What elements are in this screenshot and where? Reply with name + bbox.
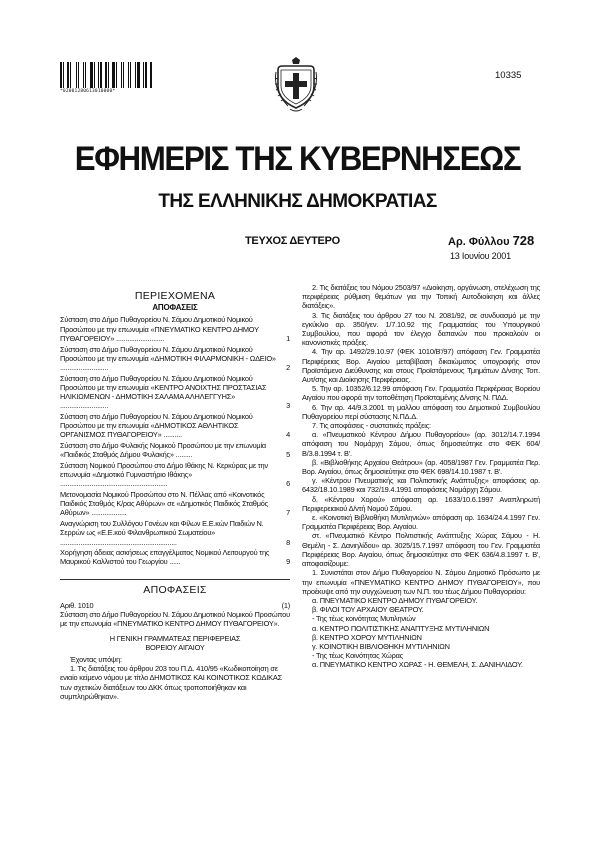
barcode-bar: [112, 62, 115, 88]
barcode-bar: [125, 62, 127, 88]
sheet-number: [448, 233, 534, 248]
barcode-number: *02001280613010000*: [60, 89, 116, 94]
barcode-bar: [105, 62, 107, 88]
paragraph-4: 4. Την αρ. 1492/29.10.97 (ΦΕΚ 1010/Β'/97) απόφαση Γεν. Γραμματέα Περιφέρειας Βορ. Αιγαίου μεταβίβαση δικαιώματος υπογραφής στον Προϊστάμενο Διεύθυνσης και στους Προϊστάμενους Τμημάτων Δ/νσης Τοπ. Αυτ/σης και Διοίκησης Περιφέρειας.: [302, 347, 540, 385]
barcode-bar: [135, 62, 136, 88]
paragraph-7f: στ. «Πνευματικό Κέντρο Πολιτιστικής Ανάπτυξης Χώρας Σάμου - Η. Θεμέλη - Σ. Δανιηλίδου» αρ. 3025/15.7.1997 απόφαση του Γεν. Γραμματέα Περιφέρειας Βορ. Αιγαίου, όπως δημοσιεύτηκε στο ΦΕΚ 636/4.8.1997 τ. Β', αποφασίζουμε:: [302, 531, 540, 569]
contents-item-page: 4: [286, 430, 290, 440]
contents-item: [60, 441, 290, 459]
barcode: [60, 62, 152, 94]
barcode-bar: [78, 62, 79, 88]
barcode-bar: [150, 62, 152, 88]
barcode-bar: [70, 62, 71, 88]
barcode-bar: [137, 62, 140, 88]
paragraph-2: 2. Τις διατάξεις του Νόμου 2503/97 «Διοίκηση, οργάνωση, στελέχωση της περιφέρειας ρύθμιση θεμάτων για την Τοπική Αυτοδιοίκηση και άλλες διατάξεις».: [302, 283, 540, 311]
gazette-title: ΕΦΗΜΕΡΙΣ ΤΗΣ ΚΥΒΕΡΝΗΣΕΩΣ: [74, 140, 521, 178]
contents-item: [60, 315, 290, 343]
contents-item-text: Σύσταση στο Δήμο Φυλακής Νομικού Προσώπου με την επωνυμία «Παιδικός Σταθμός Δήμου Φυλακής» .........: [60, 441, 266, 460]
contents-item-page: 5: [286, 450, 290, 460]
barcode-bar: [98, 62, 99, 88]
paragraph-3: 3. Τις διατάξεις του άρθρου 27 του Ν. 2081/92, σε συνδυασμό με την εγκύκλιο αρ. 350/γεν. 1/7.10.92 της Γραμματείας του Υπουργικού Συμβουλίου, που αφορά τον έλεγχο δαπανών που προκαλούν οι κανονιστικές πράξεις.: [302, 310, 540, 348]
authority-line-2: ΒΟΡΕΙΟΥ ΑΙΓΑΙΟΥ: [145, 642, 205, 652]
paragraph-1: 1. Τις διατάξεις του άρθρου 203 του Π.Δ. 410/95 «Κωδικοποίηση σε ενιαίο κείμενο νόμου με τίτλο ΔΗΜΟΤΙΚΟΣ ΚΑΙ ΚΟΙΝΟΤΙΚΟΣ ΚΩΔΙΚΑΣ των σχετικών διατάξεων του ΔΚΚ όπως τροποποιήθηκαν και συμπληρώθηκαν».: [60, 664, 282, 701]
having-regard: Έχοντας υπόψη:: [70, 654, 122, 664]
paragraph-7: 7. Τις αποφάσεις - συστατικές πράξεις:: [312, 421, 431, 431]
contents-item-text: Χορήγηση άδειας ασκήσεως επαγγέλματος Νομικού Λειτουργού της Μαυρικού Καλλιστού του Γεωργίου ......: [60, 548, 270, 567]
decision-subject: Σύσταση στο Δήμο Πυθαγορείου Ν. Σάμου Δημοτικού Νομικού Προσώπου με την επωνυμία «ΠΝΕΥΜΑΤΙΚΟ ΚΕΝΤΡΟ ΔΗΜΟΥ ΠΥΘΑΓΟΡΕΙΟΥ».: [60, 610, 290, 629]
issue-date: 13 Ιουνίου 2001: [450, 251, 511, 261]
contents-item: [60, 490, 290, 518]
barcode-bar: [110, 62, 111, 88]
barcode-bar: [116, 62, 117, 88]
contents-item-text: Σύσταση Νομικού Προσώπου στο Δήμο Ιθάκης Ν. Κερκύρας με την επωνυμία «Δημοτικό Γυμναστήριο Ιθάκης» ..........................................................: [60, 460, 268, 489]
merged-entities-list: [302, 596, 540, 670]
contents-item: [60, 345, 290, 373]
contents-item-text: Σύσταση στο Δήμο Πυθαγορείου Ν. Σάμου Δημοτικού Νομικού Προσώπου με την επωνυμία «ΔΗΜΟΤΙΚΟΣ ΑΘΛΗΤΙΚΟΣ ΟΡΓΑΝΙΣΜΟΣ ΠΥΘΑΓΟΡΕΙΟΥ» ..........: [60, 411, 253, 440]
paragraph-7b: β. «Βιβλιοθήκης Αρχαίου Θεάτρου» (αρ. 4058/1987 Γεν. Γραμματέα Περ. Βορ. Αιγαίου, όπως δημοσιεύτηκε στο ΦΕΚ 698/14.10.1987 τ. Β'.: [302, 457, 540, 477]
paragraph-decide: 1. Συνιστάται στον Δήμο Πυθαγορείου Ν. Σάμου Δημοτικό Πρόσωπο με την επωνυμία «ΠΝΕΥΜΑΤΙΚΟ ΚΕΝΤΡΟ ΔΗΜΟΥ ΠΥΘΑΓΟΡΕΙΟΥ», που προέκυψε από την συγχώνευση των Ν.Π. του τέως Δήμου Πυθαγορείου:: [302, 568, 540, 596]
paragraph-7a: α. «Πνευματικού Κέντρου Δήμου Πυθαγορείου» (αρ. 3012/14.7.1994 απόφαση του Νομάρχη Σάμου, όπως δημοσιεύτηκε στο ΦΕΚ 604/Β/3.8.1994 τ. Β'.: [302, 430, 540, 458]
list-item: - Της τέως Κοινότητας Χώρας: [312, 651, 404, 661]
right-column: [302, 283, 540, 670]
contents-item: [60, 519, 290, 547]
decision-ref-num: (1): [281, 600, 290, 610]
contents-item-text: Σύσταση στο Δήμο Πυθαγορείου Ν. Σάμου Δημοτικού Νομικού Προσώπου με την επωνυμία «ΔΗΜΟΤΙΚΗ ΦΙΛΑΡΜΟΝΙΚΗ - ΩΔΕΙΟ» ..........................: [60, 344, 276, 372]
contents-subheading: ΑΠΟΦΑΣΕΙΣ: [152, 303, 198, 313]
contents-item-text: Μετονομασία Νομικού Προσώπου στο Ν. Πέλλας από «Κοινοτικός Παιδικός Σταθμός Κ/ρας Αθύρων» σε «Δημοτικός Παιδικός Σταθμός Αθύρων» ...................: [60, 490, 269, 518]
page-number: 10335: [495, 70, 522, 81]
barcode-bar: [63, 62, 64, 88]
contents-item-page: 2: [286, 362, 290, 372]
sheet-number-label: Αρ. Φύλλου: [448, 236, 510, 248]
barcode-bar: [100, 62, 102, 88]
paragraph-7e: ε. «Κοινοτική Βιβλιοθήκη Μυτιληνιών» απόφαση αρ. 1634/24.4.1997 Γεν. Γραμματέα Περιφέρειας Βορ. Αιγαίου.: [302, 513, 540, 532]
barcode-bar: [108, 62, 109, 88]
list-item: β. ΚΕΝΤΡΟ ΧΟΡΟΥ ΜΥΤΙΛΗΝΙΩΝ: [312, 632, 422, 642]
decisions-heading: ΑΠΟΦΑΣΕΙΣ: [143, 583, 207, 596]
contents-item-text: Σύσταση στο Δήμο Πυθαγορείου Ν. Σάμου Δημοτικού Νομικού Προσώπου με την επωνυμία «ΚΕΝΤΡΟ ΑΝΟΙΧΤΗΣ ΠΡΟΣΤΑΣΙΑΣ ΗΛΙΚΙΩΜΕΝΩΝ - ΔΗΜΟΤΙΚΗ ΣΑΛΑΜΑ ΑΛΗΛΕΓΓΥΗΣ» ..........................: [60, 373, 267, 411]
barcode-bar: [121, 62, 122, 88]
barcode-bar: [76, 62, 77, 88]
list-item: α. ΚΕΝΤΡΟ ΠΟΛΙΤΙΣΤΙΚΗΣ ΑΝΑΠΤΥΞΗΣ ΜΥΤΙΛΗΝΙΩΝ: [312, 623, 490, 633]
barcode-bar: [85, 62, 86, 88]
coat-of-arms-icon: [274, 56, 318, 114]
barcode-bar: [90, 62, 93, 88]
contents-list: [60, 315, 290, 566]
barcode-bar: [96, 62, 97, 88]
paragraph-7c: γ. «Κέντρου Πνευματικής και Πολιτιστικής Ανάπτυξης» αποφάσεις αρ. 6432/18.10.1989 και 732/19.4.1991 αποφάσεις Νομάρχη Σάμου.: [302, 476, 540, 495]
barcode-bar: [145, 62, 147, 88]
barcode-bar: [143, 62, 144, 88]
barcode-bar: [72, 62, 75, 88]
barcode-bar: [123, 62, 124, 88]
barcode-bar: [80, 62, 82, 88]
issue-series: ΤΕΥΧΟΣ ΔΕΥΤΕΡΟ: [245, 235, 340, 247]
list-item: - Της τέως κοινότητας Μυτιληνιών: [312, 614, 416, 624]
paragraph-5: 5. Την αρ. 10352/6.12.99 απόφαση Γεν. Γραμματέα Περιφέρειας Βορείου Αιγαίου που αφορά την τοποθέτηση Προϊσταμένης Δ/νσης Ν. ΠΔΔ.: [302, 384, 540, 403]
contents-item-page: 9: [286, 557, 290, 567]
list-item: γ. ΚΟΙΝΟΤΙΚΗ ΒΙΒΛΙΟΘΗΚΗ ΜΥΤΙΛΗΝΙΩΝ: [312, 641, 450, 651]
barcode-bar: [148, 62, 149, 88]
barcode-bar: [60, 62, 62, 88]
barcode-bar: [67, 62, 69, 88]
contents-item: [60, 374, 290, 411]
barcode-bar: [83, 62, 84, 88]
decision-reference: [60, 601, 290, 610]
contents-item-page: 7: [286, 508, 290, 518]
barcode-bar: [130, 62, 131, 88]
sheet-number-value: 728: [512, 233, 535, 248]
barcode-bar: [103, 62, 104, 88]
contents-item-text: Αναγνώριση του Συλλόγου Γονέων και Φίλων Ε.Ε.κών Παιδιών Ν. Σερρών ως «Ε.Ε.κού Φιλανθρωπικού Σωματείου» ...............................................................: [60, 519, 264, 547]
contents-item-page: 8: [286, 537, 290, 547]
barcode-bar: [65, 62, 66, 88]
contents-item: [60, 412, 290, 440]
contents-item: [60, 548, 290, 566]
paragraph-6: 6. Την αρ. 44/9.3.2001 τη μαλλου απόφαση του Δημοτικού Συμβουλίου Πυθαγορείου περί σύστασης Ν.ΠΔ.Δ.: [302, 402, 540, 421]
barcode-bar: [94, 62, 95, 88]
left-column: [60, 292, 290, 701]
contents-item-page: 3: [286, 401, 290, 411]
contents-item-text: Σύσταση στο Δήμο Πυθαγορείου Ν. Σάμου Δημοτικού Νομικού Προσώπου με την επωνυμία «ΠΝΕΥΜΑΤΙΚΟ ΚΕΝΤΡΟ ΔΗΜΟΥ ΠΥΘΑΓΟΡΕΙΟΥ» ..........................: [60, 315, 259, 343]
contents-heading: ΠΕΡΙΕΧΟΜΕΝΑ: [134, 290, 216, 302]
barcode-bar: [87, 62, 89, 88]
contents-item-page: 6: [286, 479, 290, 489]
authority-line-1: Η ΓΕΝΙΚΗ ΓΡΑΜΜΑΤΕΑΣ ΠΕΡΙΦΕΡΕΙΑΣ: [109, 633, 241, 643]
barcode-bar: [128, 62, 129, 88]
barcode-bar: [141, 62, 142, 88]
barcode-bar: [132, 62, 134, 88]
list-item: β. ΦΙΛΟΙ ΤΟΥ ΑΡΧΑΙΟΥ ΘΕΑΤΡΟΥ.: [312, 605, 424, 615]
gazette-subtitle: ΤΗΣ ΕΛΛΗΝΙΚΗΣ ΔΗΜΟΚΡΑΤΙΑΣ: [158, 191, 437, 212]
paragraph-7d: δ. «Κέντρου Χορού» απόφαση αρ. 1633/10.6.1997 Αναπληρωτή Περιφερειακού Δ/ντή Νομού Σάμου.: [302, 494, 540, 513]
list-item: α. ΠΝΕΥΜΑΤΙΚΟ ΚΕΝΤΡΟ ΔΗΜΟΥ ΠΥΘΑΓΟΡΕΙΟΥ.: [312, 595, 478, 605]
contents-item-page: 1: [286, 333, 290, 343]
barcode-bars: [60, 62, 152, 88]
barcode-bar: [118, 62, 120, 88]
decision-ref-text: Αριθ. 1010: [60, 600, 94, 610]
section-divider: [60, 579, 290, 580]
contents-item: [60, 461, 290, 489]
list-item: α. ΠΝΕΥΜΑΤΙΚΟ ΚΕΝΤΡΟ ΧΩΡΑΣ - Η. ΘΕΜΕΛΗ, Σ. ΔΑΝΙΗΛΙΔΟΥ.: [312, 660, 523, 670]
